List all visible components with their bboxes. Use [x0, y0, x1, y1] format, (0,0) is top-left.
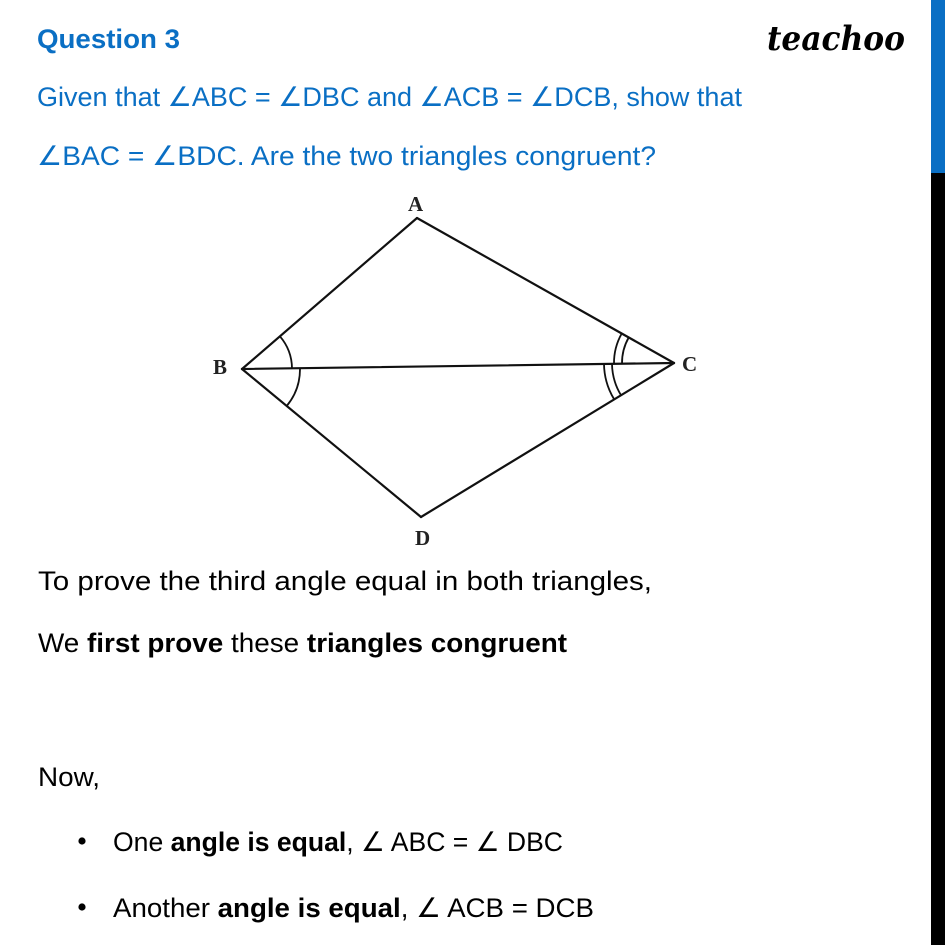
vertex-label-d: D — [415, 526, 431, 550]
body-line-1: To prove the third angle equal in both triangles, — [38, 566, 652, 596]
body-line-2-bold-triangles-congruent: triangles congruent — [306, 628, 559, 658]
question-line-2: ∠BAC = ∠BDC. Are the two triangles congruent? — [37, 141, 656, 171]
teachoo-logo: teachoo — [767, 19, 905, 59]
segment-bd — [242, 369, 421, 517]
angle-dbc-arc — [287, 368, 300, 406]
segment-ac — [417, 218, 674, 363]
question-title: Question 3 — [37, 24, 180, 54]
bullet-text: One angle is equal, ∠ ABC = ∠ DBC — [113, 827, 567, 857]
bullet-dot-icon — [78, 837, 85, 844]
bullet-item — [78, 827, 567, 857]
vertex-label-a: A — [408, 192, 424, 216]
question-line-1: Given that ∠ABC = ∠DBC and ∠ACB = ∠DCB, show that — [37, 82, 743, 112]
body-line-2-text: these — [223, 628, 305, 658]
angle-acb-double-arc — [614, 334, 629, 364]
bullet-item — [78, 893, 594, 923]
angle-abc-arc — [280, 336, 292, 368]
body-line-2-bold-first-prove: first prove — [87, 628, 220, 658]
segment-bc — [242, 363, 674, 369]
now-label: Now, — [38, 762, 100, 792]
bullet-dot-icon — [78, 903, 85, 910]
segment-cd — [421, 363, 674, 517]
vertex-label-b: B — [213, 355, 228, 379]
body-line-2 — [38, 628, 567, 658]
bullet-text: Another angle is equal , ∠ ACB = DCB — [113, 893, 590, 923]
segment-ab — [242, 218, 417, 369]
angle-dcb-double-arc — [604, 364, 621, 400]
body-line-2-text: We — [38, 628, 86, 658]
geometry-diagram — [213, 192, 697, 550]
vertex-label-c: C — [682, 352, 698, 376]
